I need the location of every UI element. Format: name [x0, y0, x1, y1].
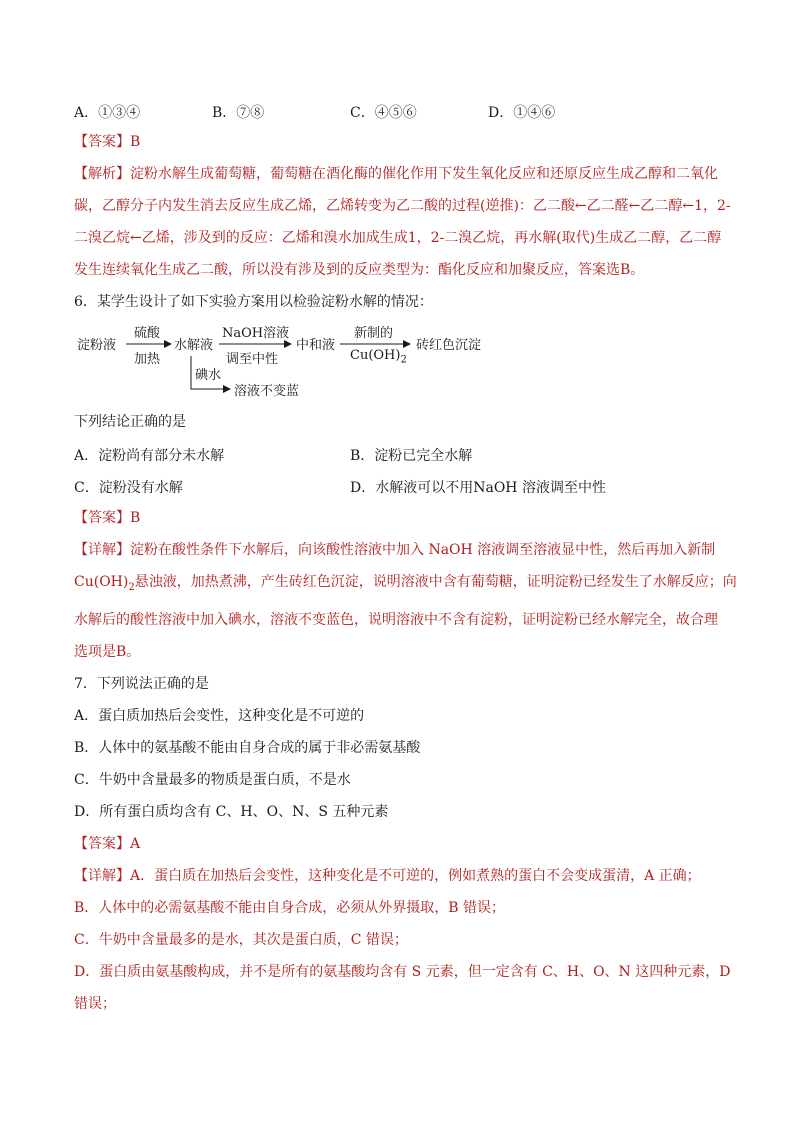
detail-line: 错误； [74, 995, 116, 1012]
q6-option-c: C．淀粉没有水解 [74, 480, 183, 496]
q5-answer [74, 126, 724, 158]
diagram-result: 砖红色沉淀 [416, 338, 482, 353]
q7-option-b: B．人体中的氨基酸不能由自身合成的属于非必需氨基酸 [74, 739, 421, 756]
q5-analysis [74, 158, 731, 286]
diagram-step2-top: NaOH溶液 [222, 326, 290, 341]
q6-stem: 6．某学生设计了如下实验方案用以检验淀粉水解的情况： [74, 294, 433, 310]
q6-options-row-2 [74, 470, 724, 502]
q6-options-row-1 [74, 438, 724, 470]
diagram-step3-formula: Cu(OH) [350, 348, 401, 363]
diagram-step1-bottom: 加热 [134, 352, 161, 367]
diagram-branch-label: 碘水 [195, 368, 222, 383]
q5-options [74, 98, 724, 126]
analysis-line: 淀粉水解生成葡萄糖，葡萄糖在酒化酶的催化作用下发生氧化反应和还原反应生成乙醇和二氧化 [130, 166, 718, 182]
detail-tag: 【详解】 [74, 867, 130, 884]
detail-tag: 【详解】 [74, 542, 130, 558]
q6-detail [74, 534, 737, 668]
q6-question: 下列结论正确的是 [74, 414, 186, 430]
analysis-line: 二溴乙烷←乙烯，涉及到的反应：乙烯和溴水加成生成1，2-二溴乙烷，再水解(取代)生成乙二醇，乙二醇 [74, 230, 722, 246]
answer-tag: 【答案】 [74, 835, 130, 852]
diagram-step3-subscript: 2 [400, 354, 407, 366]
q6-option-b: B．淀粉已完全水解 [350, 448, 473, 464]
q6-flow-diagram [74, 322, 724, 404]
analysis-line: 碳，乙醇分子内发生消去反应生成乙烯，乙烯转变为乙二酸的过程(逆推)：乙二酸←乙二醛←乙二醇←1，2- [74, 198, 731, 214]
q6-option-a: A．淀粉尚有部分未水解 [74, 448, 225, 464]
q7-option-d: D．所有蛋白质均含有 C、H、O、N、S 五种元素 [74, 803, 389, 820]
analysis-tag: 【解析】 [74, 166, 130, 182]
q7-stem: 7．下列说法正确的是 [74, 675, 209, 692]
q5-option-b: B．⑦⑧ [212, 105, 265, 121]
answer-value: B [130, 510, 141, 526]
diagram-step3-top: 新制的 [354, 326, 394, 341]
q5-option-a: A．①③④ [74, 105, 141, 121]
detail-line: 悬浊液，加热煮沸，产生砖红色沉淀，说明溶液中含有葡萄糖，证明淀粉已经发生了水解反应；向 [134, 574, 737, 590]
diagram-step3-bottom [350, 348, 407, 366]
answer-tag: 【答案】 [74, 510, 130, 526]
detail-line: D．蛋白质由氨基酸构成，并不是所有的氨基酸均含有 S 元素，但一定含有 C、H、O、N 这四种元素，D [74, 963, 731, 980]
answer-value: B [130, 134, 141, 150]
diagram-step1-top: 硫酸 [134, 326, 161, 341]
answer-tag: 【答案】 [74, 134, 130, 150]
q6-option-d: D．水解液可以不用NaOH 溶液调至中性 [350, 480, 606, 496]
q7-option-a: A．蛋白质加热后会变性，这种变化是不可逆的 [74, 707, 365, 724]
detail-line: 淀粉在酸性条件下水解后，向该酸性溶液中加入 NaOH 溶液调至溶液显中性，然后再加入新制 [130, 542, 716, 558]
detail-line: B．人体中的必需氨基酸不能由自身合成，必须从外界摄取，B 错误； [74, 899, 506, 916]
detail-line: A．蛋白质在加热后会变性，这种变化是不可逆的，例如煮熟的蛋白不会变成蛋清，A 正确； [130, 867, 701, 884]
diagram-node2: 中和液 [296, 338, 336, 353]
q7-answer [74, 828, 724, 860]
q5-option-d: D．①④⑥ [488, 105, 556, 121]
q7-detail [74, 860, 731, 1020]
detail-line: C．牛奶中含量最多的是水，其次是蛋白质，C 错误； [74, 931, 408, 948]
detail-formula-subscript: 2 [128, 581, 135, 593]
detail-line: 选项是B。 [74, 643, 141, 660]
document-page [74, 98, 737, 1020]
q5-option-c: C．④⑤⑥ [350, 105, 417, 121]
detail-line: 水解后的酸性溶液中加入碘水，溶液不变蓝色，说明溶液中不含有淀粉，证明淀粉已经水解完全，故合理 [74, 611, 718, 628]
diagram-step2-bottom: 调至中性 [226, 352, 279, 367]
q7-option-c: C．牛奶中含量最多的物质是蛋白质，不是水 [74, 771, 351, 788]
answer-value: A [130, 835, 141, 852]
analysis-line: 发生连续氧化生成乙二酸，所以没有涉及到的反应类型为：酯化反应和加聚反应，答案选B。 [74, 262, 645, 278]
detail-formula: Cu(OH) [74, 574, 129, 590]
diagram-branch-result: 溶液不变蓝 [234, 384, 300, 399]
q6-answer [74, 502, 724, 534]
diagram-node1: 水解液 [174, 338, 214, 353]
diagram-start: 淀粉液 [77, 338, 117, 353]
